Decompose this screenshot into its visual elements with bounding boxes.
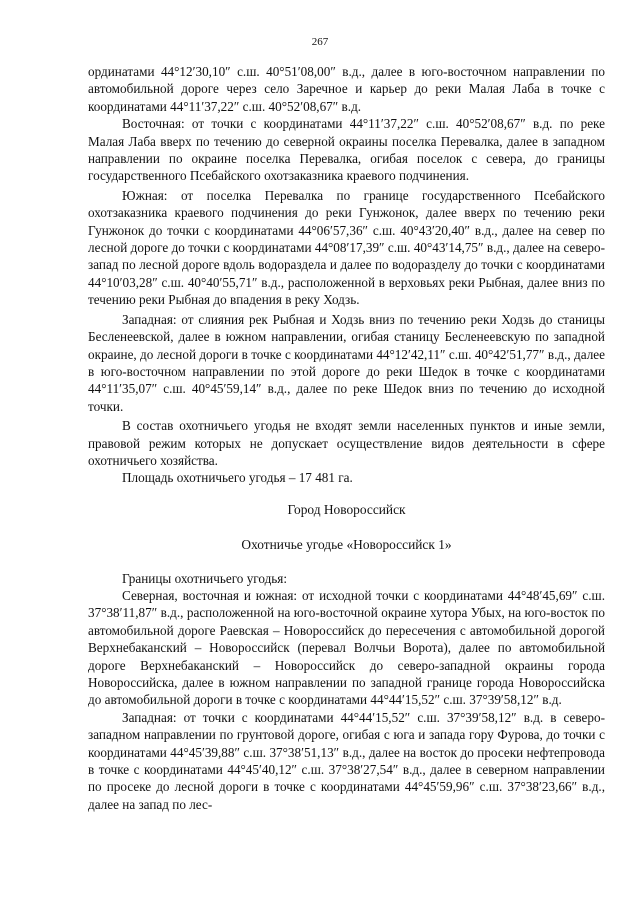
paragraph-west-border: Западная: от слияния рек Рыбная и Ходзь вниз по течению реки Ходзь до станицы Бесленеевской, далее в южном направлении, огибая станицу Бесленеевскую по западной окраине, до лесной дороги в точке с координатами 44°12′42,11″ с.ш. 40°42′51,77″ в.д., далее в юго-восточном направлении по этой дороге до реки Шедок в точке с координатами 44°11′35,07″ с.ш. 40°45′59,14″ в.д., далее по реке Шедок вниз по течению до исходной точки. xyxy=(88,311,605,414)
paragraph-north-east-south-border: Северная, восточная и южная: от исходной точки с координатами 44°48′45,69″ с.ш. 37°38′11,87″ в.д., расположенной на юго-восточной окраине хутора Убых, на юго-восток по автомобильной дороге Раевская – Новороссийск до пересечения с автомобильной дорогой Верхнебаканский – Новороссийск (перевал Волчьи Ворота), далее по автомобильной дороге Верхнебаканский – Новороссийск до северо-западной окраины города Новороссийска, далее в южном направлении по западной границе города Новороссийска до автомобильной дороги в точке с координатами 44°44′15,52″ с.ш. 37°39′58,12″ в.д. xyxy=(88,587,605,708)
paragraph-exclusions: В состав охотничьего угодья не входят земли населенных пунктов и иные земли, правовой режим которых не допускает осуществление видов деятельности в сфере охотничьего хозяйства. xyxy=(88,418,605,468)
paragraph-west-border-2: Западная: от точки с координатами 44°44′15,52″ с.ш. 37°39′58,12″ в.д. в северо-западном направлении по грунтовой дороге, огибая с юга и запада гору Фурова, до точки с координатами 44°45′39,88″ с.ш. 37°38′51,13″ в.д., далее на восток до просеки нефтепровода в точке с координатами 44°45′40,12″ с.ш. 37°38′27,54″ в.д., далее в северном направлении по просеке до лесной дороги в точке с координатами 44°45′59,96″ с.ш. 37°38′23,66″ в.д., далее на запад по лес- xyxy=(88,709,605,812)
paragraph-borders-intro: Границы охотничьего угодья: xyxy=(122,570,288,586)
paragraph-south-border: Южная: от поселка Перевалка по границе государственного Псебайского охотзаказника краевого подчинения до реки Гунжонок, далее вверх по течению реки Гунжонок до точки с координатами 44°06′57,36″ с.ш. 40°43′20,40″ в.д., далее на север по лесной дороге до точки с координатами 44°08′17,39″ с.ш. 40°43′14,75″ в.д., далее на северо-запад по лесной дороге вдоль водораздела и далее по водоразделу до точки с координатами 44°10′03,28″ с.ш. 40°40′55,71″ в.д., расположенной в верховьях реки Рыбная, далее вниз по течению реки Рыбная до впадения в реку Ходзь. xyxy=(88,187,605,308)
page-number: 267 xyxy=(311,36,329,48)
paragraph-east-border: Восточная: от точки с координатами 44°11′37,22″ с.ш. 40°52′08,67″ в.д. по реке Малая Лаба вверх по течению до северной окраины поселка Перевалка, далее в западном направлении по окраине поселка Перевалка, огибая поселок с севера, до границы государственного Псебайского охотзаказника краевого подчинения. xyxy=(88,116,605,184)
document-body xyxy=(88,63,605,813)
paragraph-area: Площадь охотничьего угодья – 17 481 га. xyxy=(122,470,353,486)
section-heading-hunting-ground: Охотничье угодье «Новороссийск 1» xyxy=(241,537,452,553)
section-heading-city: Город Новороссийск xyxy=(287,501,406,517)
paragraph-continuation: ординатами 44°12′30,10″ с.ш. 40°51′08,00″ в.д., далее в юго-восточном направлении по автомобильной дороге через село Заречное и карьер до реки Малая Лаба в точке с координатами 44°11′37,22″ с.ш. 40°52′08,67″ в.д. xyxy=(88,64,605,114)
